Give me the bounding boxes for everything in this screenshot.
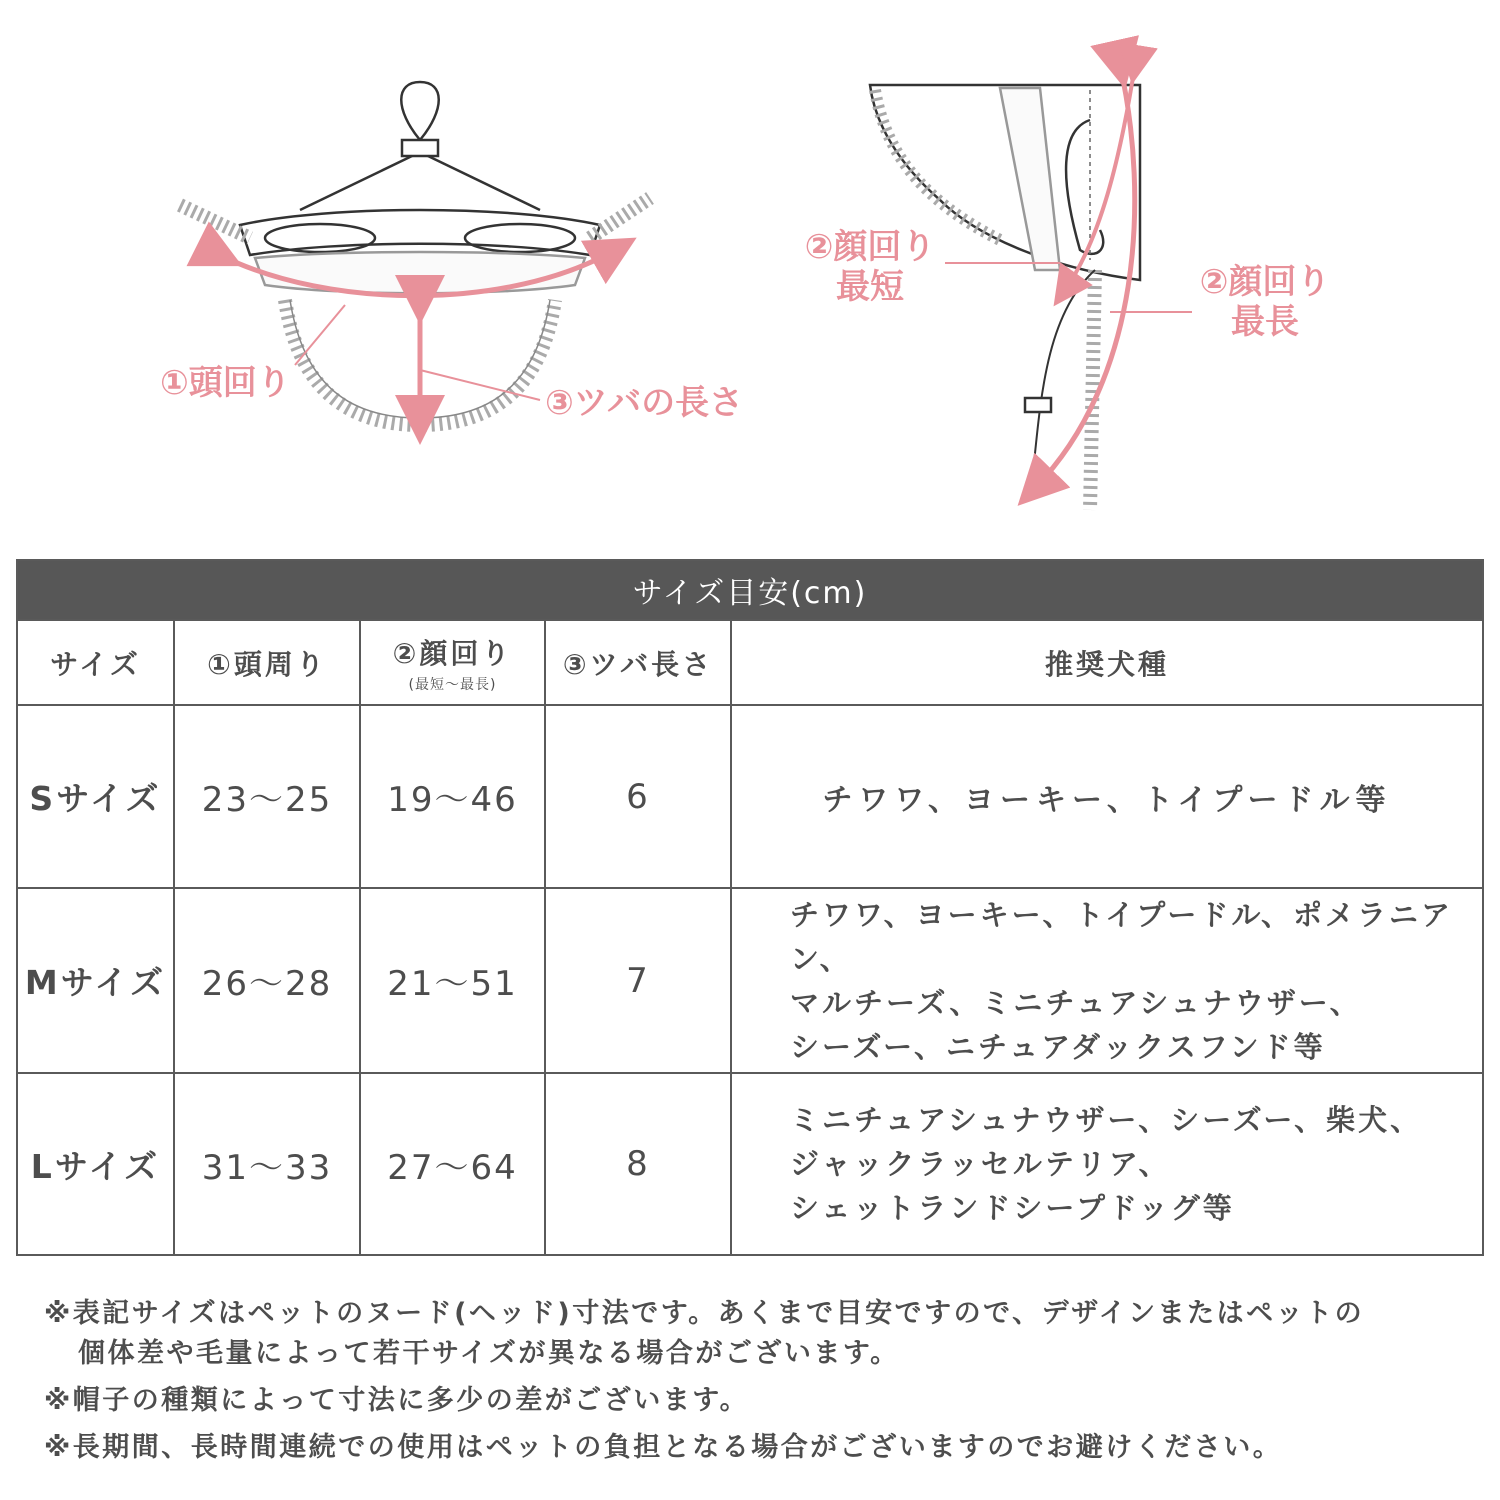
header-face: [360, 620, 545, 705]
row-brim: 7: [545, 888, 731, 1073]
note-text: ※帽子の種類によって寸法に多少の差がございます。: [44, 1385, 750, 1416]
head-leader-line: [295, 305, 345, 365]
face-max-label-line1: ②顔回り: [1199, 262, 1331, 302]
head-circumference-label: ①頭回り: [160, 363, 291, 403]
row-size: Mサイズ: [17, 888, 174, 1073]
size-guide-table: [16, 559, 1484, 1256]
note-item: [44, 1294, 1474, 1374]
breed-line: シェットランドシープドッグ等: [790, 1191, 1235, 1225]
face-max-label-line2: 最長: [1231, 302, 1299, 342]
row-head: 31〜33: [174, 1073, 360, 1255]
row-brim: 6: [545, 705, 731, 888]
note-text-continued: 個体差や毛量によって若干サイズが異なる場合がございます。: [78, 1338, 900, 1369]
header-breeds: 推奨犬種: [731, 620, 1483, 705]
row-breeds: [731, 888, 1483, 1073]
hat-diagram-area: [0, 0, 1500, 540]
notes-section: [44, 1294, 1474, 1475]
note-item: [44, 1381, 1474, 1421]
row-face: 21〜51: [360, 888, 545, 1073]
header-face-note: (最短〜最長): [408, 676, 497, 693]
breed-line: チワワ、ヨーキー、トイプードル等: [822, 782, 1392, 818]
table-header-row: [17, 620, 1483, 705]
table-row: [17, 705, 1483, 888]
table-row: [17, 1073, 1483, 1255]
face-min-label-line1: ②顔回り: [804, 227, 936, 267]
row-face: 27〜64: [360, 1073, 545, 1255]
breed-line: ジャックラッセルテリア、: [790, 1147, 1171, 1181]
breed-line: シーズー、ニチュアダックスフンド等: [790, 1029, 1326, 1064]
breed-line: マルチーズ、ミニチュアシュナウザー、: [790, 985, 1362, 1020]
row-head: 26〜28: [174, 888, 360, 1073]
breed-line: チワワ、ヨーキー、トイプードル、ポメラニアン、: [790, 897, 1454, 976]
row-breeds: [731, 1073, 1483, 1255]
row-head: 23〜25: [174, 705, 360, 888]
table-row: [17, 888, 1483, 1073]
face-max-label: [1185, 262, 1345, 342]
note-text: ※長期間、長時間連続での使用はペットの負担となる場合がございますのでお避けください。: [44, 1432, 1283, 1463]
header-brim: ③ツバ長さ: [545, 620, 731, 705]
row-brim: 8: [545, 1073, 731, 1255]
note-text: ※表記サイズはペットのヌード(ヘッド)寸法です。あくまで目安ですので、デザインまたはペットの: [44, 1298, 1365, 1329]
header-head: ①頭周り: [174, 620, 360, 705]
table-caption: サイズ目安(cm): [17, 560, 1483, 620]
breed-line: ミニチュアシュナウザー、シーズー、柴犬、: [790, 1103, 1423, 1137]
brim-length-label: ③ツバの長さ: [545, 383, 744, 423]
row-breeds: [731, 705, 1483, 888]
row-size: Lサイズ: [17, 1073, 174, 1255]
header-face-label: ②顔回り: [392, 636, 513, 670]
face-min-label: [790, 227, 950, 307]
note-item: [44, 1428, 1474, 1468]
row-face: 19〜46: [360, 705, 545, 888]
face-min-label-line2: 最短: [836, 267, 904, 307]
row-size: Sサイズ: [17, 705, 174, 888]
header-size: サイズ: [17, 620, 174, 705]
